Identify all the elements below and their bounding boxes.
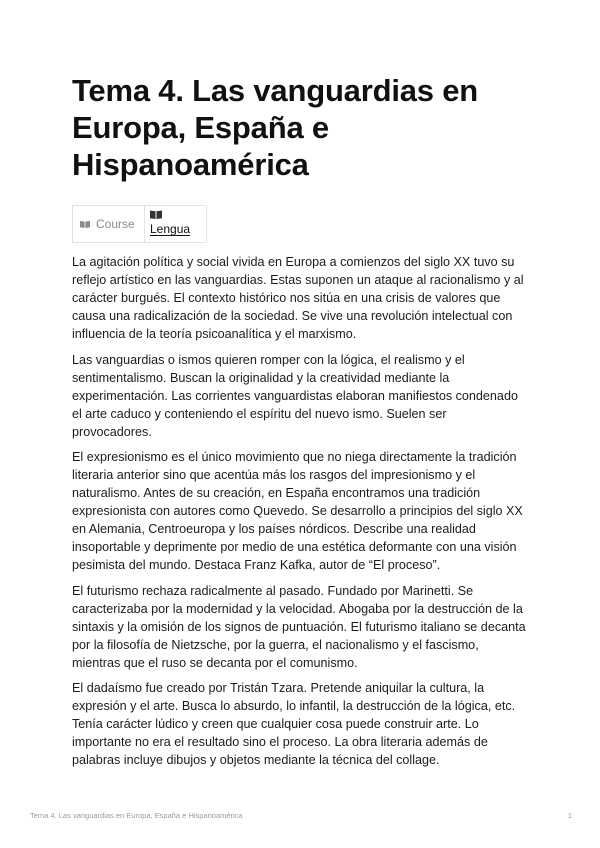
page-title: Tema 4. Las vanguardias en Europa, España e Hispanoamérica xyxy=(72,73,479,182)
page-number: 1 xyxy=(567,811,572,820)
property-value-course[interactable] xyxy=(145,206,206,242)
footer-title: Tema 4. Las vanguardias en Europa, España e Hispanoamérica xyxy=(30,811,243,820)
paragraph: El expresionismo es el único movimiento que no niega directamente la tradición literaria anterior sino que acentúa más los rasgos del impresionismo y el naturalismo. Antes de su creación, en España encontramos una tradición expresionista con autores como Quevedo. Se desarrollo a principios del siglo XX en Alemania, Centroeuropa y los países nórdicos. Describe una realidad insoportable y deprimente por medio de una estética deformante con una visión pesimista del mundo. Destaca Franz Kafka, autor de “El proceso”. xyxy=(72,450,523,572)
paragraph: El dadaísmo fue creado por Tristán Tzara. Pretende aniquilar la cultura, la expresión y el arte. Busca lo absurdo, lo infantil, la destrucción de la lógica, etc. Tenía carácter lúdico y creen que cualquier cosa puede construir arte. Lo importante no era el resultado sino el proceso. La obra literaria además de palabras incluye dibujos y objetos mediante la técnica del collage. xyxy=(72,681,516,767)
property-key-course xyxy=(73,206,145,242)
document-body xyxy=(72,253,528,777)
course-link[interactable]: Lengua xyxy=(150,222,191,236)
page-footer xyxy=(30,811,572,820)
paragraph: El futurismo rechaza radicalmente al pasado. Fundado por Marinetti. Se caracterizaba por la modernidad y la velocidad. Abogaba por la destrucción de la sintaxis y la omisión de los signos de puntuación. El futurismo italiano se decanta por la filosofía de Nietzsche, por la guerra, el nacionalismo y el fascismo, mientras que el ruso se decanta por el comunismo. xyxy=(72,583,526,670)
book-icon xyxy=(150,210,162,219)
property-key-label: Course xyxy=(96,217,135,231)
paragraph: Las vanguardias o ismos quieren romper con la lógica, el realismo y el sentimentalismo. Buscan la originalidad y la creatividad mediante la experimentación. Las corrientes vanguardistas elaboran manifiestos condenado el arte caduco y conteniendo el espíritu del nuevo ismo. Suelen ser provocadores. xyxy=(72,352,518,439)
properties-table xyxy=(72,205,207,243)
paragraph: La agitación política y social vivida en Europa a comienzos del siglo XX tuvo su reflejo artístico en las vanguardias. Estas suponen un ataque al racionalismo y al carácter burgués. El contexto histórico nos sitúa en una crisis de valores que causa una radicalización de la sociedad. Se vive una revolución intelectual con influencia de la teoría psicoanalítica y el marxismo. xyxy=(72,255,524,341)
book-icon xyxy=(80,220,90,228)
